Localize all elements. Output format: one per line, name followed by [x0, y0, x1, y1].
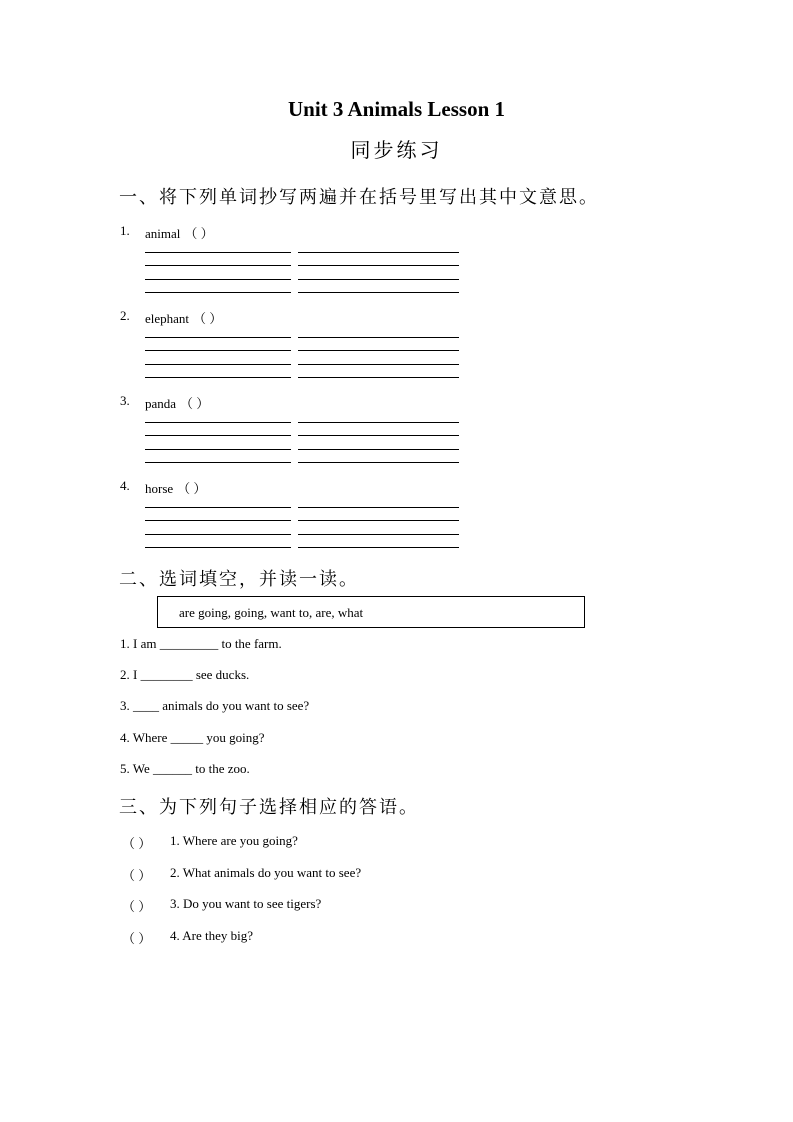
- copy-line: [298, 265, 459, 266]
- sentence-1: 1. I am _________ to the farm.: [120, 636, 282, 651]
- copy-line: [145, 547, 291, 548]
- copy-line: [145, 422, 291, 423]
- sentence-3: 3. ____ animals do you want to see?: [120, 698, 310, 713]
- item-number: 4.: [120, 478, 130, 493]
- item-number: 3.: [120, 393, 130, 408]
- copy-line: [145, 435, 291, 436]
- copy-line: [298, 435, 459, 436]
- item-number: 1.: [120, 223, 130, 238]
- item-word: [145, 223, 214, 242]
- copy-line: [298, 292, 459, 293]
- copy-line: [145, 252, 291, 253]
- copy-line: [298, 252, 459, 253]
- copy-line: [298, 377, 459, 378]
- copy-line: [298, 279, 459, 280]
- item-word: [145, 308, 222, 327]
- word-bank: are going, going, want to, are, what: [179, 605, 364, 620]
- question-text: 1. Where are you going?: [170, 833, 298, 848]
- copy-line: [298, 507, 459, 508]
- section3-heading: 三、为下列句子选择相应的答语。: [119, 797, 419, 818]
- word-text: panda: [145, 396, 177, 411]
- copy-line: [145, 462, 291, 463]
- copy-line: [298, 520, 459, 521]
- copy-line: [145, 292, 291, 293]
- copy-line: [298, 337, 459, 338]
- section2-heading: 二、选词填空，并读一读。: [119, 569, 359, 590]
- copy-line: [145, 350, 291, 351]
- section1-heading: 一、将下列单词抄写两遍并在括号里写出其中文意思。: [119, 187, 599, 208]
- copy-line: [298, 422, 459, 423]
- sentence-4: 4. Where _____ you going?: [120, 730, 265, 745]
- copy-line: [145, 337, 291, 338]
- item-word: [145, 393, 209, 412]
- item-number: 2.: [120, 308, 130, 323]
- answer-blank[interactable]: （ ）: [122, 899, 152, 915]
- word-text: horse: [145, 481, 174, 496]
- question-text: 3. Do you want to see tigers?: [170, 896, 322, 912]
- copy-line: [145, 377, 291, 378]
- copy-line: [145, 449, 291, 450]
- sentence-2: 2. I ________ see ducks.: [120, 667, 250, 682]
- copy-line: [145, 265, 291, 266]
- copy-line: [145, 279, 291, 280]
- copy-line: [145, 364, 291, 365]
- meaning-blank[interactable]: （ ）: [184, 226, 214, 241]
- copy-line: [298, 449, 459, 450]
- question-text: 2. What animals do you want to see?: [170, 864, 362, 880]
- copy-line: [298, 547, 459, 548]
- copy-line: [145, 507, 291, 508]
- answer-blank[interactable]: （ ）: [122, 836, 152, 851]
- copy-line: [298, 364, 459, 365]
- answer-blank[interactable]: （ ）: [122, 867, 152, 883]
- copy-line: [145, 534, 291, 535]
- copy-line: [298, 350, 459, 351]
- meaning-blank[interactable]: （ ）: [193, 311, 223, 326]
- meaning-blank[interactable]: （ ）: [177, 481, 207, 496]
- copy-line: [145, 520, 291, 521]
- copy-line: [298, 462, 459, 463]
- page-subtitle: 同步练习: [350, 138, 443, 162]
- sentence-5: 5. We ______ to the zoo.: [120, 761, 250, 776]
- word-text: elephant: [145, 311, 190, 326]
- word-text: animal: [145, 226, 181, 241]
- word-bank-box: [157, 596, 585, 628]
- item-word: [145, 478, 206, 497]
- copy-line: [298, 534, 459, 535]
- answer-blank[interactable]: （ ）: [122, 931, 152, 947]
- page-title: Unit 3 Animals Lesson 1: [287, 97, 506, 121]
- question-text: 4. Are they big?: [170, 928, 254, 944]
- meaning-blank[interactable]: （ ）: [180, 396, 210, 411]
